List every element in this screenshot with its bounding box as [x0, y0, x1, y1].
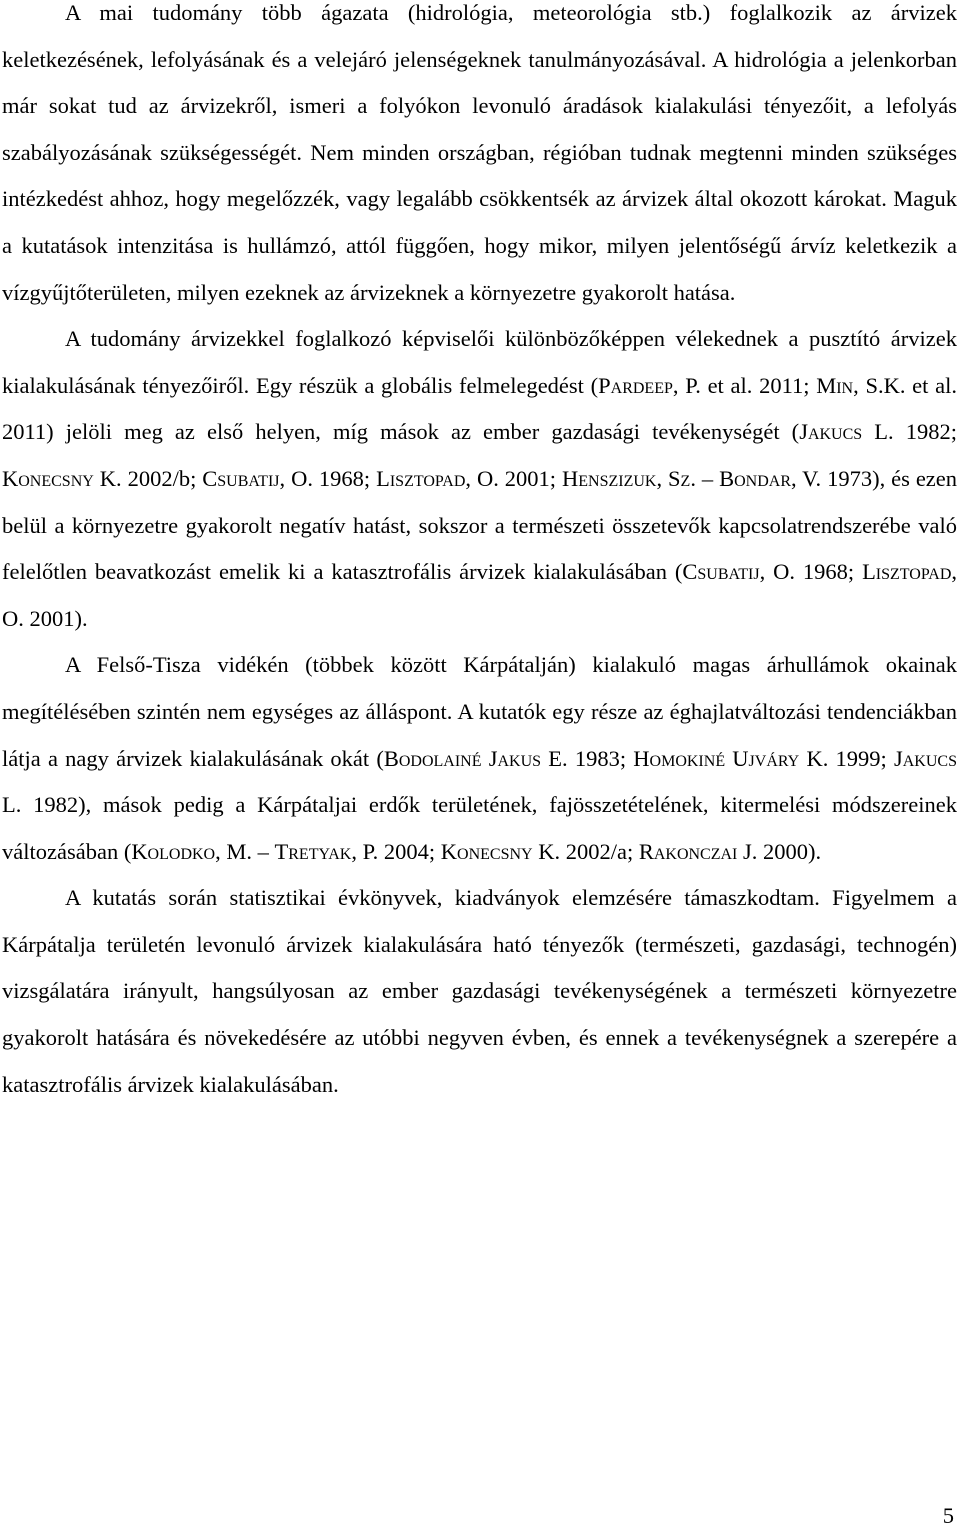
text-run: A mai tudomány több ágazata (hidrológia, meteorológia stb.) foglalkozik az árvizek keletkezésének, lefolyásának és a velejáró jelenségeknek tanulmányozásával. A hidrológia a jelenkorban már sokat tud az árvizekről, ismeri a folyókon levonuló áradások kialakulási tényezőit, a lefolyás szabályozásának szükségességét. Nem minden országban, régióban tudnak megtenni minden szükséges intézkedést ahhoz, hogy megelőzzék, vagy legalább csökkentsék az árvizek által okozott károkat. Maguk a kutatások intenzitása is hullámzó, attól függően, hogy mikor, milyen jelentőségű árvíz keletkezik a vízgyűjtőterületen, milyen ezeknek az árvizeknek a környezetre gyakorolt hatása.: [2, 0, 957, 305]
author-name: Csubatij: [682, 559, 760, 585]
text-run: , M. –: [215, 838, 275, 864]
text-run: A kutatás során statisztikai évkönyvek, kiadványok elemzésére támaszkodtam. Figyelmem a Kárpátalja területén levonuló árvizek kialakulására ható tényezők (természeti, gazdasági, technogén) vizsgálatára irányult, hangsúlyosan az ember gazdasági tevékenységének a természeti környezetre gyakorolt hatására és növekedésére az utóbbi negyven évben, és ennek a tevékenységnek a szerepére a katasztrofális árvizek kialakulásában.: [2, 885, 957, 1097]
body-text: [2, 0, 957, 1108]
author-name: Konecsny: [2, 465, 94, 491]
text-run: , P. et al. 2011;: [672, 372, 817, 398]
author-name: Min: [816, 372, 854, 398]
text-run: , O. 1968;: [759, 559, 863, 585]
author-name: Rakonczai: [638, 838, 738, 864]
author-name: Homokiné Ujváry: [633, 745, 800, 771]
text-run: . –: [690, 465, 720, 491]
author-name: Lisztopad: [376, 465, 466, 491]
text-run: , V. 1973), és ezen belül a környezetre gyakorolt negatív hatást, sokszor a természeti összetevők kapcsolatrendszerébe való felelőtlen beavatkozást emelik ki a katasztrofális árvizek kialakulásában (: [2, 465, 958, 585]
author-name: Kolodko: [131, 838, 216, 864]
text-run: L. 1982;: [862, 419, 957, 445]
text-run: K. 1999;: [799, 745, 894, 771]
text-run: K. 2002/a;: [532, 838, 639, 864]
paragraph: [2, 316, 957, 642]
author-name: Lisztopad: [862, 559, 952, 585]
author-name: Bodolainé Jakus: [383, 745, 542, 771]
text-run: A tudomány árvizekkel foglalkozó képviselői különbözőképpen vélekednek a pusztító árvizek kialakulásának tényezőiről. Egy részük a globális felmelegedést (: [2, 326, 957, 398]
text-run: ,: [656, 465, 669, 491]
text-run: J. 2000).: [737, 838, 822, 864]
text-run: , O. 2001).: [2, 559, 958, 631]
text-run: K. 2002/b;: [93, 465, 203, 491]
paragraph: [2, 0, 957, 316]
author-name: Bondar: [719, 465, 792, 491]
text-run: , O. 1968;: [279, 465, 377, 491]
paragraph: [2, 642, 957, 875]
text-run: A Felső-Tisza vidékén (többek között Kárpátalján) kialakuló magas árhullámok okainak megítélésében szintén nem egységes az álláspont. A kutatók egy része az éghajlatváltozási tendenciákban látja a nagy árvizek kialakulásának okát (: [2, 652, 957, 771]
text-run: , S.K. et al. 2011) jelöli meg az első helyen, míg mások az ember gazdasági tevékenységét (: [2, 372, 957, 445]
author-name: Sz: [668, 465, 691, 491]
text-run: , O. 2001;: [465, 465, 562, 491]
author-name: Pardeep: [598, 372, 673, 398]
text-run: L. 1982), mások pedig a Kárpátaljai erdők területének, fajösszetételének, kitermelési módszereinek változásában (: [2, 792, 957, 864]
author-name: Konecsny: [440, 838, 533, 864]
page-number: 5: [942, 1503, 954, 1528]
author-name: Henszizuk: [562, 465, 657, 491]
paragraph: [2, 875, 957, 1108]
text-run: , P. 2004;: [351, 838, 441, 864]
author-name: Jakucs: [799, 419, 863, 445]
author-name: Jakucs: [894, 745, 957, 771]
author-name: Tretyak: [274, 838, 352, 864]
text-run: E. 1983;: [541, 745, 634, 771]
author-name: Csubatij: [202, 465, 280, 491]
